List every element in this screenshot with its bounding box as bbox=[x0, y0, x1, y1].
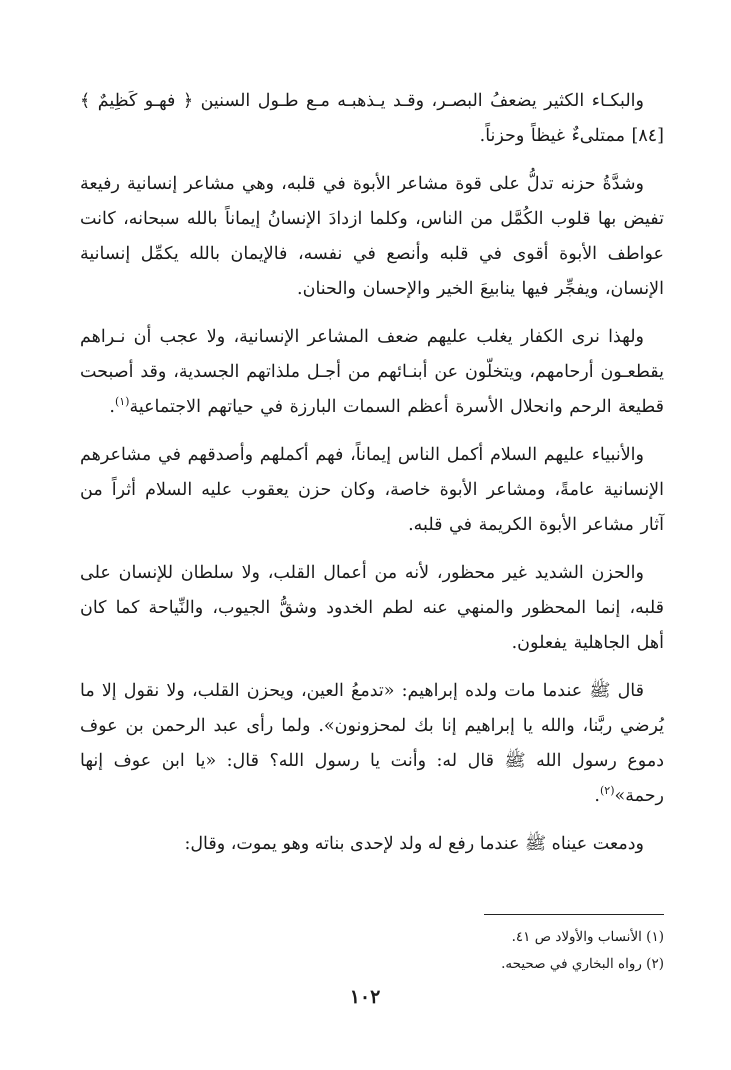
paragraph-4-text: والأنبياء عليهم السلام أكمل الناس إيماناً، فهم أكملهم وأصدقهم في مشاعرهم الإنسانية عامةً، ومشاعر الأبوة خاصة، وكان حزن يعقوب عليه السلام أثراً من آثار مشاعر الأبوة الكريمة في قلبه. bbox=[80, 445, 664, 535]
paragraph-4 bbox=[80, 438, 664, 543]
paragraph-5 bbox=[80, 556, 664, 661]
footnotes bbox=[300, 924, 664, 978]
paragraph-1-text: والبكـاء الكثير يضعفُ البصـر، وقـد يـذهبـه مـع طـول السنين ﴿ فهـو كَظِيمٌ ﴾ [٨٤] ممتلىءٌ غيظاً وحزناً. bbox=[80, 91, 664, 146]
paragraph-3-tail: . bbox=[109, 397, 115, 417]
footnote-ref-2: (٢) bbox=[600, 784, 615, 798]
paragraph-3-text: ولهذا نرى الكفار يغلب عليهم ضعف المشاعر الإنسانية، ولا عجب أن نـراهم يقطعـون أرحامهم، ويتخلّون عن أبنـائهم من أجـل ملذاتهم الجسدية، وقد أصبحت قطيعة الرحم وانحلال الأسرة أعظم السمات البارزة في حياتهم الاجتماعية bbox=[80, 327, 664, 417]
page-body bbox=[80, 84, 664, 862]
paragraph-6 bbox=[80, 674, 664, 814]
paragraph-5-text: والحزن الشديد غير محظور، لأنه من أعمال القلب، ولا سلطان للإنسان على قلبه، إنما المحظور والمنهي عنه لطم الخدود وشقُّ الجيوب، والنِّياحة كما كان أهل الجاهلية يفعلون. bbox=[80, 563, 664, 653]
paragraph-1 bbox=[80, 84, 664, 154]
page-number: ١٠٢ bbox=[349, 986, 381, 1008]
footnote-1: (١) الأنساب والأولاد ص ٤١. bbox=[511, 929, 664, 945]
paragraph-2-text: وشدَّةُ حزنه تدلُّ على قوة مشاعر الأبوة في قلبه، وهي مشاعر إنسانية رفيعة تفيض بها قلوب الكُمَّل من الناس، وكلما ازدادَ الإنسانُ إيماناً بالله سبحانه، كانت عواطف الأبوة أقوى في قلبه وأنصع في نفسه، فالإيمان بالله يكمِّل إنسانية الإنسان، ويفجِّر فيها ينابيعَ الخير والإحسان والحنان. bbox=[80, 174, 664, 299]
paragraph-6-tail: . bbox=[594, 786, 600, 806]
footnote-ref-1: (١) bbox=[114, 395, 130, 409]
paragraph-6-text: قال ﷺ عندما مات ولده إبراهيم: «تدمعُ العين، ويحزن القلب، ولا نقول إلا ما يُرضي ربَّنا، والله يا إبراهيم إنا بك لمحزونون». ولما رأى عبد الرحمن بن عوف دموع رسول الله ﷺ قال له: وأنت يا رسول الله؟ قال: «يا ابن عوف إنها رحمة» bbox=[80, 681, 664, 806]
paragraph-7-text: ودمعت عيناه ﷺ عندما رفع له ولد لإحدى بناته وهو يموت، وقال: bbox=[184, 834, 644, 854]
paragraph-3 bbox=[80, 320, 664, 425]
paragraph-2 bbox=[80, 167, 664, 307]
footnote-2: (٢) رواه البخاري في صحيحه. bbox=[501, 956, 664, 972]
paragraph-7 bbox=[80, 827, 664, 862]
footnote-separator bbox=[484, 914, 664, 915]
